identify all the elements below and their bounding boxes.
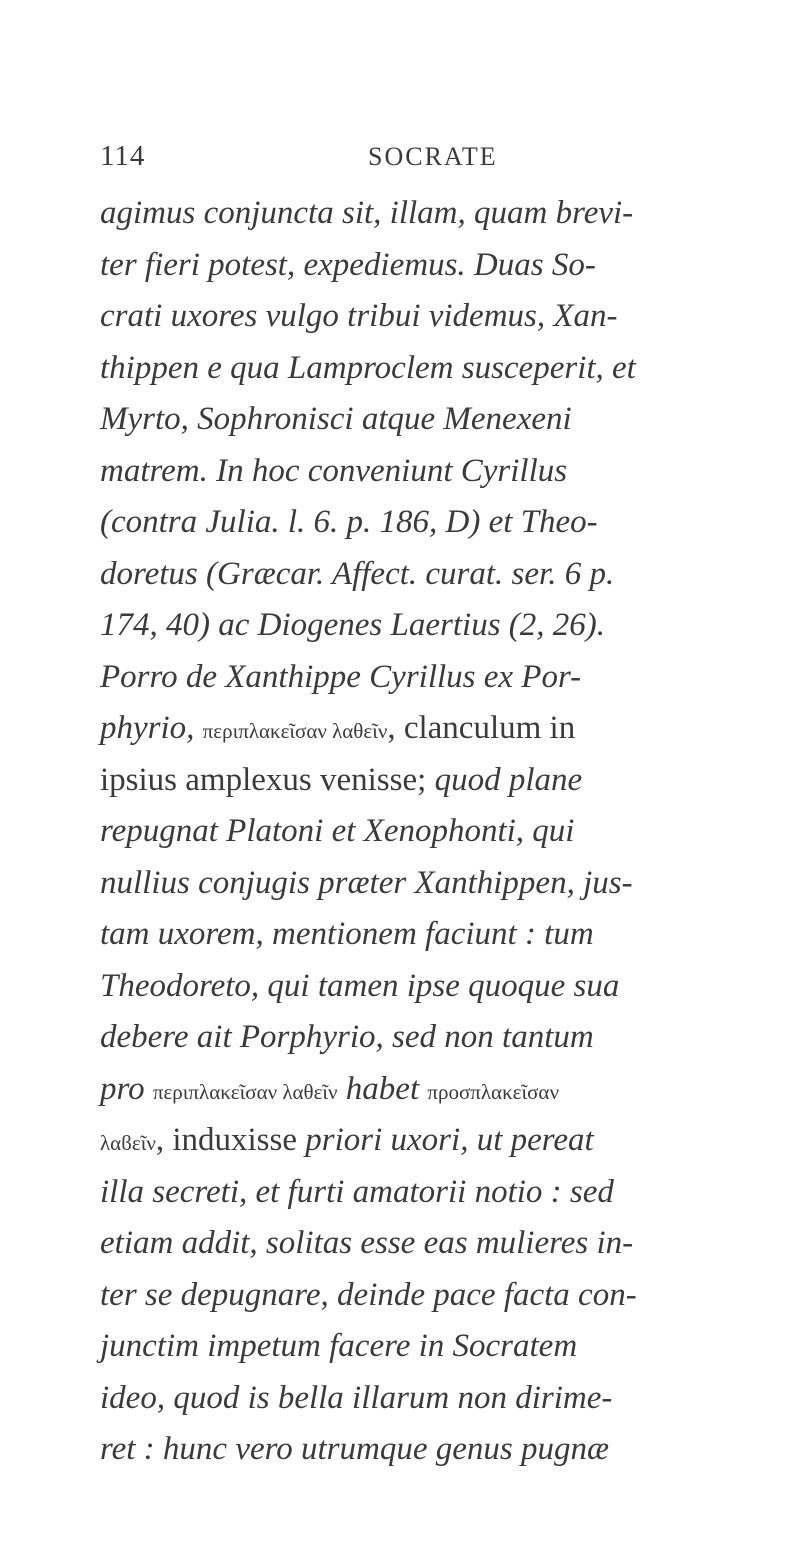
text-segment: crati uxores vulgo tribui videmus, Xan- [100, 298, 618, 334]
page-number: 114 [100, 140, 146, 172]
greek-phrase: λαϐεῖν [100, 1131, 156, 1155]
text-line [100, 1321, 770, 1373]
greek-phrase: περιπλακεῖσαν λαθεῖν [202, 719, 388, 743]
text-line [100, 600, 770, 652]
text-line [100, 497, 770, 549]
text-line [100, 1012, 770, 1064]
text-line [100, 703, 770, 755]
text-line [100, 755, 770, 807]
text-segment: , clanculum in [387, 710, 576, 746]
text-segment: etiam addit, solitas esse eas mulieres in- [100, 1225, 634, 1261]
text-line [100, 394, 770, 446]
text-segment: 174, 40) ac Diogenes Laertius (2, 26). [100, 607, 606, 643]
text-line [100, 343, 770, 395]
text-line [100, 446, 770, 498]
greek-phrase: περιπλακεῖσαν λαθεῖν [152, 1079, 338, 1104]
text-line [100, 1115, 770, 1167]
text-segment: debere ait Porphyrio, sed non tantum [100, 1019, 594, 1055]
greek-phrase: προσπλακεῖσαν [427, 1079, 559, 1104]
text-segment: repugnat Platoni et Xenophonti, qui [100, 813, 575, 849]
text-segment: illa secreti, et furti amatorii notio : sed [100, 1173, 614, 1210]
text-segment: nullius conjugis præter Xanthippen, jus- [100, 864, 633, 901]
text-line [100, 188, 770, 240]
text-segment: matrem. In hoc conveniunt Cyrillus [100, 452, 568, 489]
text-line [100, 652, 770, 704]
text-segment: Myrto, Sophronisci atque Menexeni [100, 401, 572, 437]
text-line [100, 549, 770, 601]
text-segment: ter se depugnare, deinde pace facta con- [100, 1276, 637, 1313]
text-line [100, 1373, 770, 1425]
text-segment: ter fieri potest, expediemus. Duas So- [100, 246, 596, 283]
text-line [100, 806, 770, 858]
text-line [100, 1424, 770, 1476]
text-line [100, 1218, 770, 1270]
text-line [100, 1270, 770, 1322]
body-text [100, 188, 770, 1476]
text-segment: quod plane [434, 761, 583, 798]
text-segment: agimus conjuncta sit, illam, quam brevi- [100, 195, 634, 231]
text-segment: pro [100, 1070, 153, 1107]
text-segment: , induxisse [155, 1122, 306, 1158]
section-title: SOCRATE [368, 142, 498, 171]
text-line [100, 961, 770, 1013]
text-line [100, 1167, 770, 1219]
running-head [100, 140, 760, 180]
text-line [100, 240, 770, 292]
text-segment: ideo, quod is bella illarum non dirime- [100, 1379, 613, 1416]
text-segment: junctim impetum facere in Socratem [100, 1328, 578, 1364]
text-segment: phyrio, [100, 710, 203, 746]
text-line [100, 909, 770, 961]
text-segment: Theodoreto, qui tamen ipse quoque sua [100, 967, 620, 1004]
text-segment: priori uxori, ut pereat [305, 1122, 594, 1158]
text-segment: doretus (Græcar. Affect. curat. ser. 6 p. [100, 555, 615, 592]
text-segment: thippen e qua Lamproclem susceperit, et [100, 349, 636, 386]
text-segment: Porro de Xanthippe Cyrillus ex Por- [100, 658, 582, 695]
text-segment: (contra Julia. l. 6. p. 186, D) et Theo- [100, 504, 598, 540]
text-segment: ret : hunc vero utrumque genus pugnæ [100, 1431, 609, 1467]
text-line [100, 1064, 770, 1116]
text-line [100, 291, 770, 343]
text-segment: habet [337, 1070, 428, 1107]
text-segment: tam uxorem, mentionem faciunt : tum [100, 916, 594, 952]
text-segment: ipsius amplexus venisse; [100, 761, 435, 798]
text-line [100, 858, 770, 910]
